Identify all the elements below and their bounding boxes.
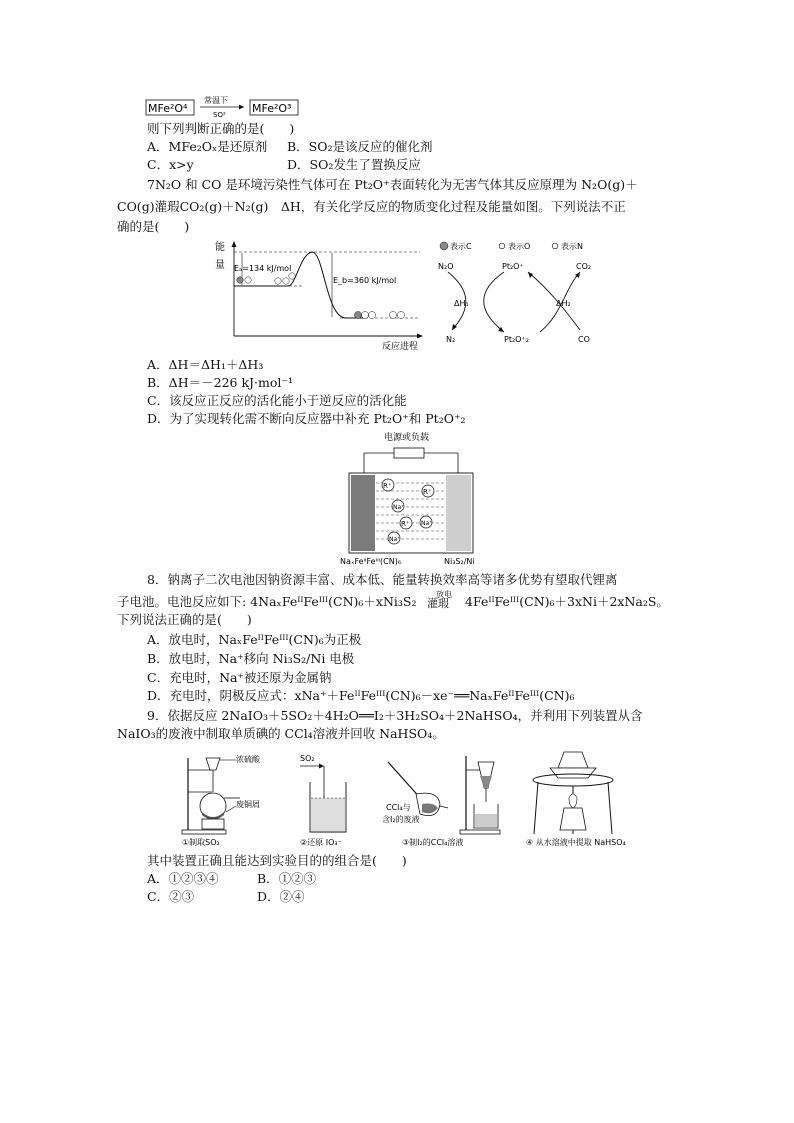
q8-line2b: 4FeᴵᴵFeᴵᴵᴵ(CN)₆＋3xNi＋2xNa₂S。: [465, 594, 669, 609]
energy-y-label-1: 能: [215, 242, 225, 253]
q8-line2a: 子电池。电池反应如下: 4NaₓFeᴵᴵFeᴵᴵᴵ(CN)₆＋xNi₃S₂: [117, 594, 417, 609]
app1-acid-label: 浓硫酸: [236, 755, 260, 764]
q7-option-b[interactable]: B．ΔH＝－226 kJ·mol⁻¹: [147, 375, 293, 390]
molecule-circle: [398, 312, 405, 319]
reaction-scheme: [140, 94, 310, 120]
q9-option-c[interactable]: C．②③: [147, 889, 195, 904]
app1-cu-label: 废铜屑: [236, 800, 260, 809]
cycle-co: CO: [578, 335, 590, 344]
q7-line3: 确的是( ): [117, 219, 190, 234]
right-electrode-label: Ni₃S₂/Ni: [444, 557, 475, 566]
q9-line2: NaIO₃的废液中制取单质碘的 CCl₄溶液并回收 NaHSO₄。: [117, 726, 445, 741]
energy-x-label: 反应进程: [382, 342, 419, 352]
q8-line3: 下列说法正确的是( ): [117, 612, 252, 627]
q8-line1: 8．钠离子二次电池因钠资源丰富、成本低、能量转换效率高等诸多优势有望取代锂离: [147, 572, 618, 587]
q8-option-d[interactable]: D．充电时，阴极反应式：xNa⁺＋FeᴵᴵFeᴵᴵᴵ(CN)₆－xe⁻══NaₓFeᴵᴵFeᴵᴵᴵ(CN)₆: [147, 688, 575, 703]
q6-option-d[interactable]: D．SO₂发生了置换反应: [287, 157, 421, 172]
cycle-dh1: ΔH₁: [454, 299, 469, 308]
eb-label: E_b=360 kJ/mol: [333, 276, 397, 285]
app4-caption: ④ 从水溶液中提取 NaHSO₄: [526, 838, 626, 847]
q9-line1: 9．依据反应 2NaIO₃＋5SO₂＋4H₂O══I₂＋3H₂SO₄＋2NaHSO₄，并利用下列装置从含: [147, 708, 643, 723]
cycle-pt2o-plus: Pt₂O⁺: [502, 262, 524, 271]
q7-option-a[interactable]: A．ΔH＝ΔH₁＋ΔH₃: [147, 357, 264, 372]
reaction-left-box: MFe²O⁴: [148, 102, 188, 115]
apparatus-figure: [176, 748, 676, 848]
molecule-circle: [390, 312, 397, 319]
q8-arrow-mid: 灌瑕: [427, 597, 449, 610]
q6-option-b[interactable]: B．SO₂是该反应的催化剂: [287, 139, 433, 154]
molecule-circle: [289, 273, 295, 279]
cycle-dh2: ΔH₂: [556, 299, 571, 308]
q6-option-c[interactable]: C．x>y: [147, 157, 194, 172]
molecule-circle: [283, 278, 289, 284]
q9-option-d[interactable]: D．②④: [257, 889, 305, 904]
ion-na: Na⁺: [393, 504, 405, 511]
ion-r-plus: R⁺: [401, 520, 410, 528]
battery-diagram: [336, 428, 496, 568]
q7-option-d[interactable]: D．为了实现转化需不断向反应器中补充 Pt₂O⁺和 Pt₂O⁺₂: [147, 411, 466, 426]
ion-na: Na⁺: [389, 536, 401, 543]
q6-option-a[interactable]: A．MFe₂Oₓ是还原剂: [147, 139, 268, 154]
apparatus-3: [382, 756, 500, 847]
battery-top-label: 电源或负载: [384, 433, 430, 443]
molecule-circle: [275, 278, 281, 284]
molecule-circle: [237, 277, 243, 283]
q7-option-c[interactable]: C．该反应正反应的活化能小于逆反应的活化能: [147, 393, 407, 408]
ea-label: Eₐ=134 kJ/mol: [234, 264, 292, 273]
cycle-n2o: N₂O: [438, 262, 454, 271]
molecule-circle: [369, 312, 376, 319]
ion-na: Na⁺: [421, 520, 433, 527]
reaction-arrow-bottom: SO²: [213, 111, 226, 119]
q9-option-a[interactable]: A．①②③④: [147, 871, 219, 886]
cycle-co2: CO₂: [576, 262, 592, 271]
energy-diagram: [212, 238, 426, 352]
ion-r-plus: R⁺: [383, 482, 392, 490]
app2-gas-label: SO₂: [300, 754, 315, 763]
apparatus-4: [526, 752, 626, 847]
catalytic-cycle-diagram: [432, 238, 618, 348]
q8-arrow-top: 放电: [436, 590, 452, 599]
cycle-pt2o2-plus: Pt₂O⁺₂: [504, 335, 529, 344]
app3-caption: ③制I₂的CCl₄溶液: [402, 838, 464, 847]
apparatus-1: [182, 754, 261, 847]
q7-line2: CO(g)灌瑕CO₂(g)＋N₂(g) ΔH，有关化学反应的物质变化过程及能量如图。下列说法不正: [117, 199, 626, 214]
q9-option-b[interactable]: B．①②③: [257, 871, 317, 886]
q7-line1: 7N₂O 和 CO 是环境污染性气体可在 Pt₂O⁺表面转化为无害气体其反应原理为 N₂O(g)＋: [147, 177, 638, 192]
molecule-circle: [355, 312, 362, 319]
energy-y-label-2: 量: [215, 260, 225, 271]
cycle-n2: N₂: [446, 335, 456, 344]
molecule-circle: [245, 277, 251, 283]
legend-o: 表示O: [508, 242, 531, 251]
app3-label-2: 含I₂的废液: [382, 815, 420, 824]
reaction-arrow-top: 常温下: [204, 96, 228, 105]
legend-c: 表示C: [450, 242, 472, 251]
q8-option-c[interactable]: C．充电时，Na⁺被还原为金属钠: [147, 670, 332, 685]
q8-option-a[interactable]: A．放电时，NaₓFeᴵᴵFeᴵᴵᴵ(CN)₆为正极: [147, 632, 362, 647]
app1-caption: ①制取SO₂: [182, 838, 220, 847]
q9-stem: 其中装置正确且能达到实验目的的组合是( ): [147, 853, 407, 868]
app2-caption: ②还原 IO₃⁻: [300, 838, 342, 847]
legend-n: 表示N: [561, 242, 583, 251]
q8-option-b[interactable]: B．放电时，Na⁺移向 Ni₃S₂/Ni 电极: [147, 651, 355, 666]
reaction-right-box: MFe²O³: [252, 102, 292, 115]
left-electrode-label: NaₓFeᴵᴵFeᴵᴵᴵ(CN)₆: [340, 557, 402, 566]
app3-label-1: CCl₄与: [386, 803, 411, 812]
q6-stem: 则下列判断正确的是( ): [147, 121, 295, 136]
ion-r-plus: R⁺: [423, 488, 432, 496]
molecule-circle: [362, 312, 369, 319]
apparatus-2: [300, 754, 346, 847]
